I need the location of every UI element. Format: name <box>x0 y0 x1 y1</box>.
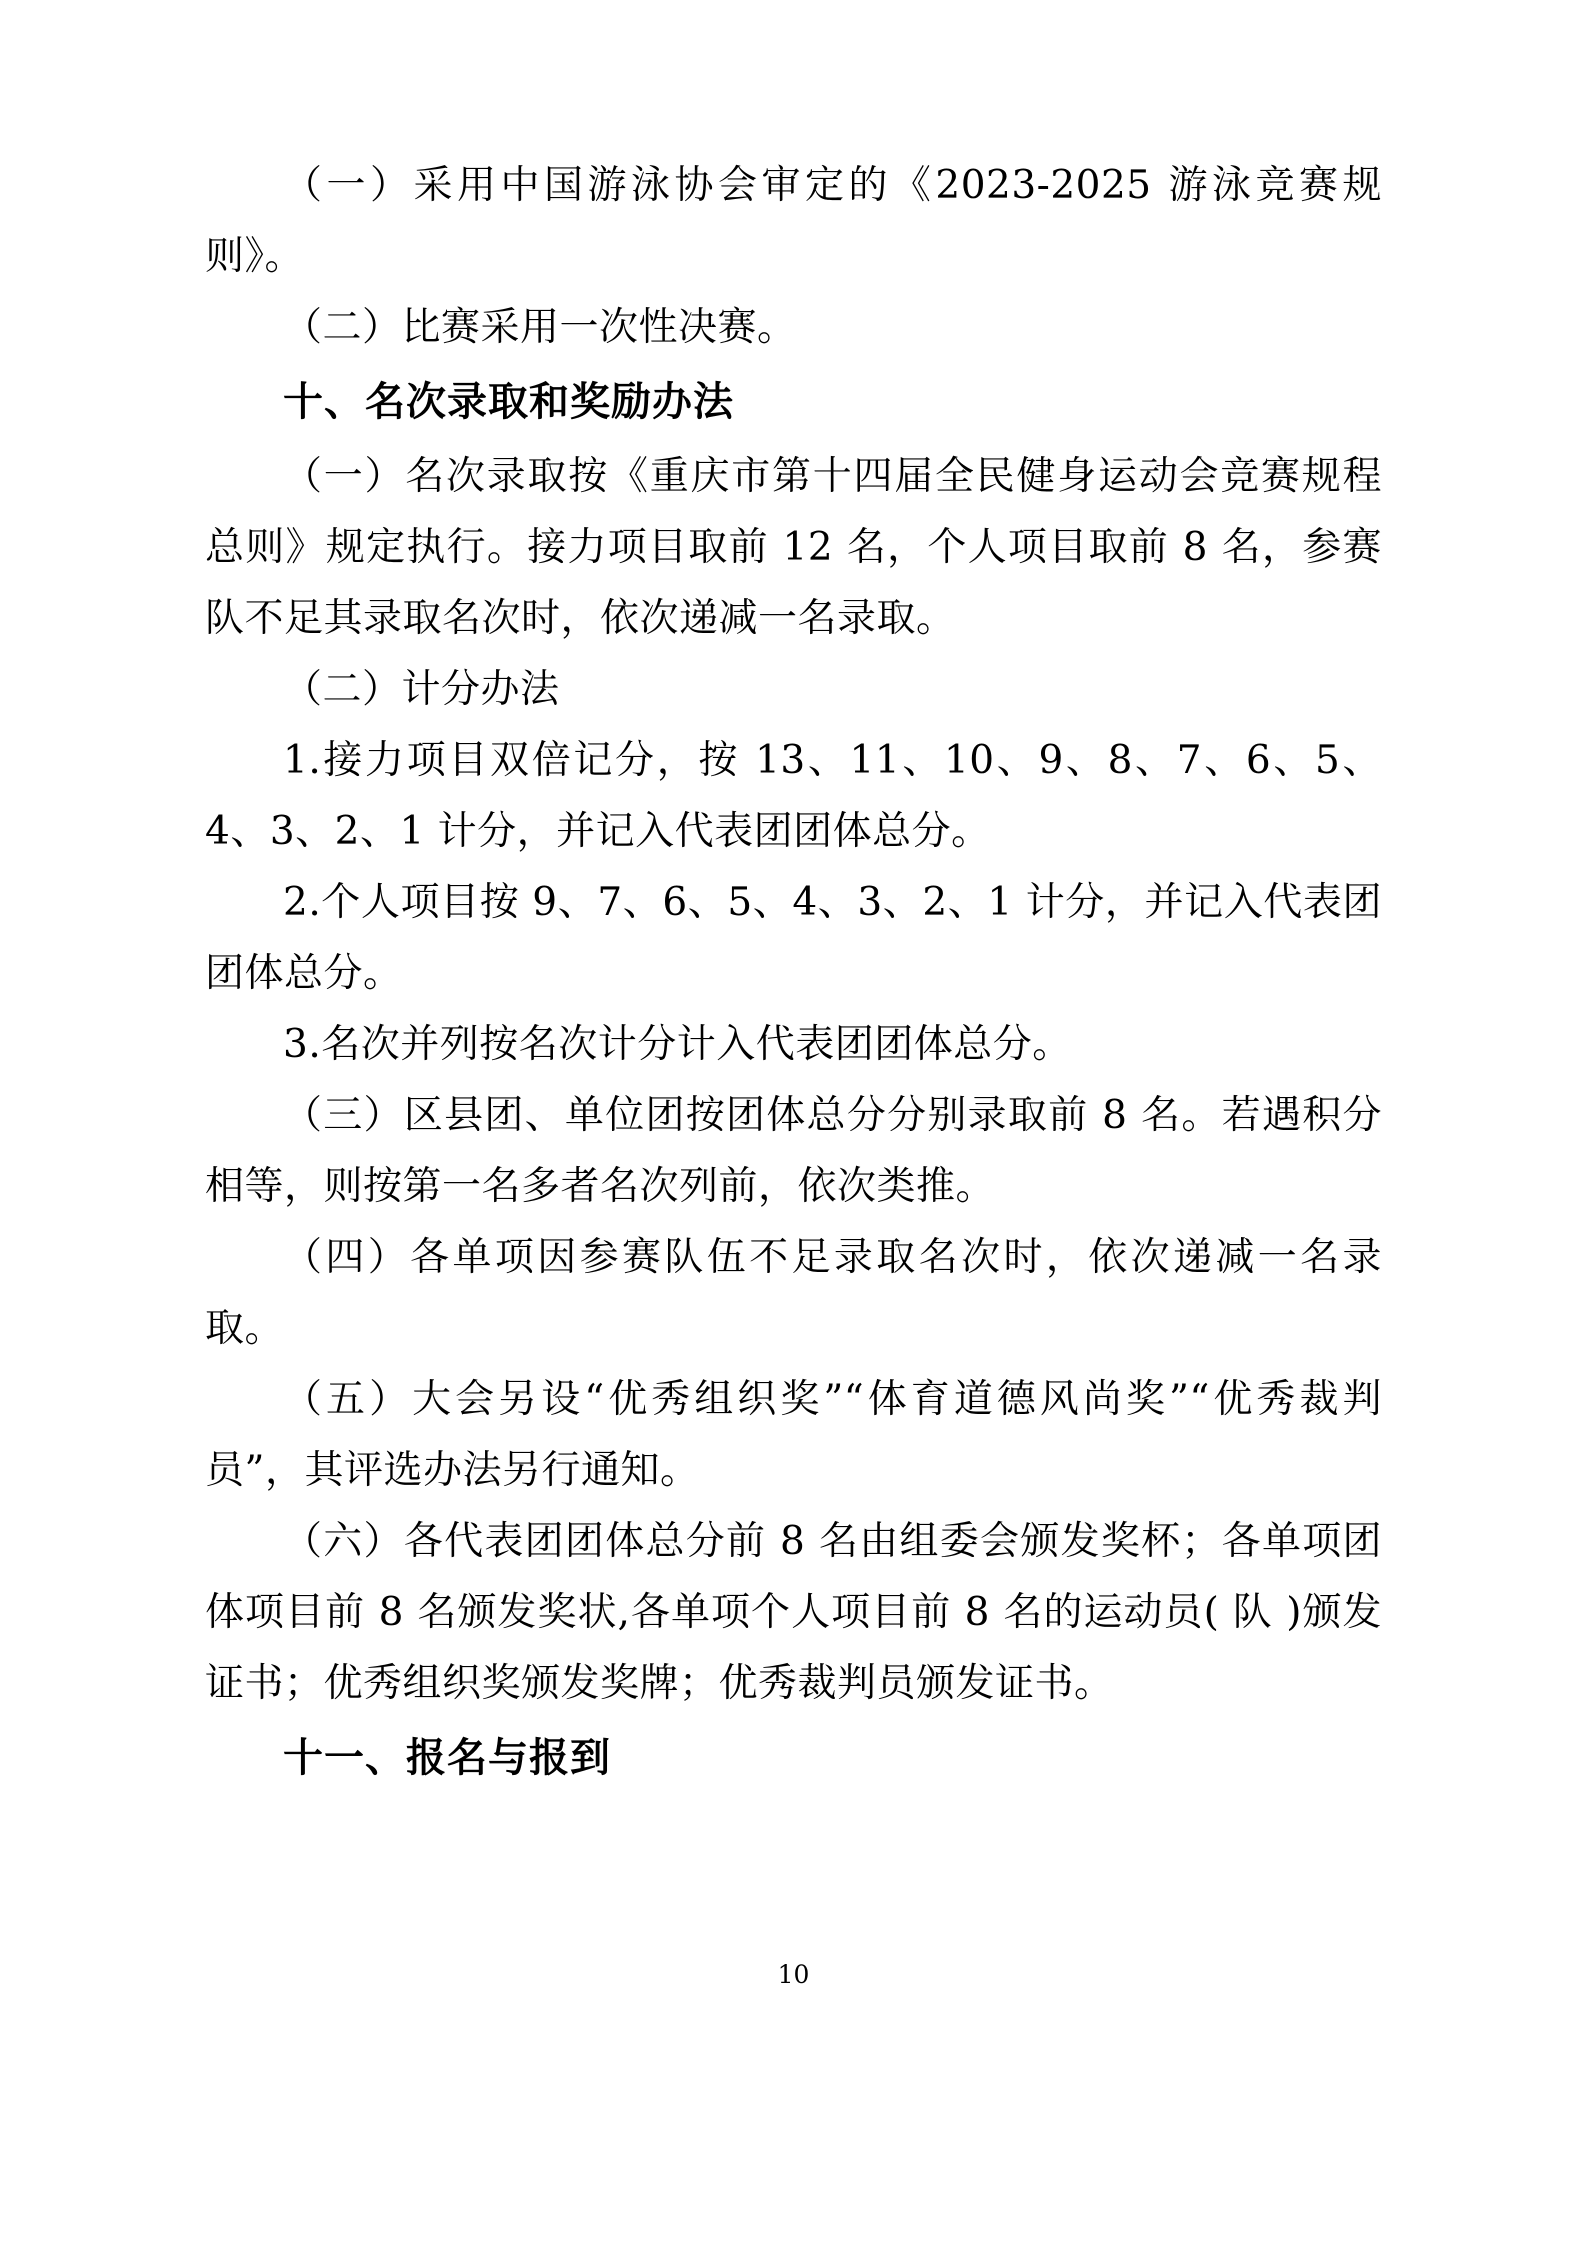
paragraph-ranking-rules: （一）名次录取按《重庆市第十四届全民健身运动会竞赛规程总则》规定执行。接力项目取前 12 名，个人项目取前 8 名，参赛队不足其录取名次时，依次递减一名录取。 <box>205 454 1382 641</box>
section-heading-registration: 十一、报名与报到 <box>283 1734 611 1781</box>
paragraph-final-format: （二）比赛采用一次性决赛。 <box>283 305 797 350</box>
paragraph-scoring-method-title: （二）计分办法 <box>283 667 560 712</box>
paragraph-award-distribution: （六）各代表团团体总分前 8 名由组委会颁发奖杯；各单项团体项目前 8 名颁发奖状,各单项个人项目前 8 名的运动员( 队 )颁发证书；优秀组织奖颁发奖牌；优秀裁判员颁发证书。 <box>205 1519 1382 1706</box>
paragraph-team-ranking: （三）区县团、单位团按团体总分分别录取前 8 名。若遇积分相等，则按第一名多者名次列前，依次类推。 <box>205 1093 1382 1209</box>
paragraph-tied-rank-scoring: 3.名次并列按名次计分计入代表团团体总分。 <box>283 1022 1072 1067</box>
page-number: 10 <box>777 1960 810 1989</box>
paragraph-special-awards: （五）大会另设“优秀组织奖”“体育道德风尚奖”“优秀裁判员”，其评选办法另行通知。 <box>205 1377 1382 1493</box>
section-heading-ranking-awards: 十、名次录取和奖励办法 <box>283 378 734 425</box>
paragraph-insufficient-teams: （四）各单项因参赛队伍不足录取名次时，依次递减一名录取。 <box>205 1235 1382 1351</box>
paragraph-rule-source: （一）采用中国游泳协会审定的《2023-2025 游泳竞赛规则》。 <box>205 163 1382 279</box>
paragraph-individual-scoring: 2.个人项目按 9、7、6、5、4、3、2、1 计分，并记入代表团团体总分。 <box>205 880 1382 996</box>
paragraph-relay-scoring: 1.接力项目双倍记分，按 13、11、10、9、8、7、6、5、4、3、2、1 计分，并记入代表团团体总分。 <box>205 738 1382 854</box>
